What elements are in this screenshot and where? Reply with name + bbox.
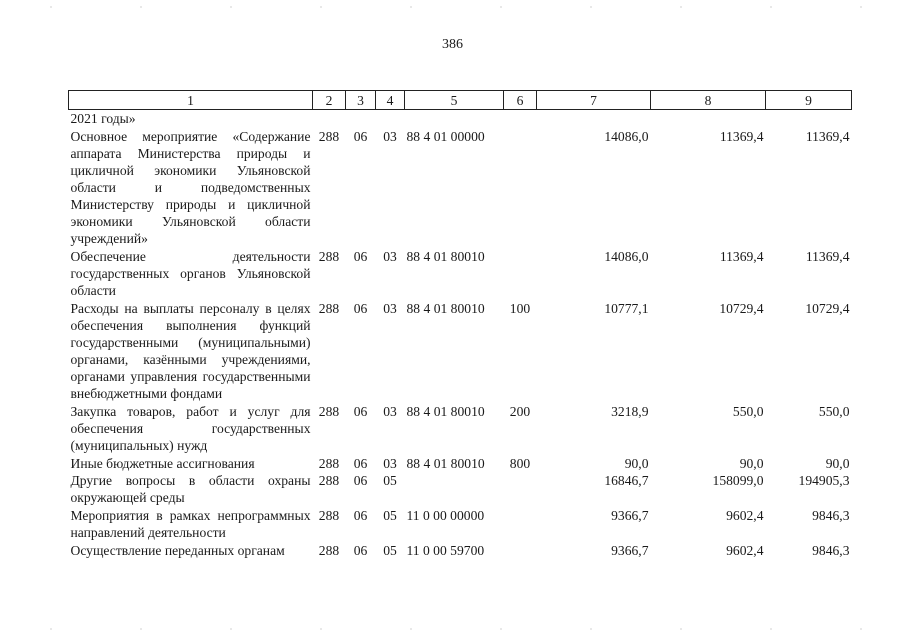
row-subsection-code: 05 — [383, 473, 397, 488]
row-amount-col7 — [537, 110, 651, 129]
row-amount-col7: 9366,7 — [611, 508, 649, 523]
row-expense-type: 800 — [509, 456, 531, 471]
row-subsection-code: 05 — [383, 543, 397, 558]
row-description: Иные бюджетные ассигнования — [70, 456, 255, 471]
row-target-code: 88 4 01 80010 — [406, 404, 485, 419]
row-amount-col9: 11369,4 — [805, 129, 850, 144]
column-header: 5 — [405, 91, 504, 110]
row-ministry-code: 288 — [318, 543, 340, 558]
row-subsection-code — [376, 110, 405, 129]
row-amount-col7: 10777,1 — [604, 301, 649, 316]
row-expense-type — [504, 472, 537, 507]
row-amount-col9: 10729,4 — [805, 301, 850, 316]
row-section-code: 06 — [353, 249, 368, 264]
row-section-code: 06 — [353, 543, 368, 558]
row-description: Другие вопросы в области охраны окружающей среды — [70, 473, 311, 505]
row-description: Закупка товаров, работ и услуг для обеспечения государственных (муниципальных) нужд — [70, 404, 311, 453]
row-description: 2021 годы» — [70, 111, 136, 126]
row-subsection-code: 03 — [383, 301, 397, 316]
row-amount-col8: 550,0 — [732, 404, 764, 419]
column-header: 7 — [537, 91, 651, 110]
table-row — [69, 507, 852, 542]
row-amount-col7: 14086,0 — [604, 129, 649, 144]
row-amount-col9: 550,0 — [818, 404, 850, 419]
row-subsection-code: 03 — [383, 249, 397, 264]
row-amount-col8: 90,0 — [739, 456, 764, 471]
table-header-row — [69, 91, 852, 110]
row-expense-type: 200 — [509, 404, 531, 419]
page-number: 386 — [442, 37, 463, 52]
row-amount-col8: 9602,4 — [726, 543, 764, 558]
row-expense-type — [504, 507, 537, 542]
table-row — [69, 472, 852, 507]
column-header: 2 — [313, 91, 346, 110]
row-amount-col7: 9366,7 — [611, 543, 649, 558]
row-expense-type — [504, 248, 537, 300]
row-description: Осуществление переданных органам — [70, 543, 285, 558]
table-row — [69, 110, 852, 129]
row-section-code: 06 — [353, 456, 368, 471]
table-row — [69, 300, 852, 403]
row-target-code — [405, 110, 504, 129]
table-row — [69, 248, 852, 300]
table-row — [69, 128, 852, 248]
column-header: 8 — [651, 91, 766, 110]
row-description: Обеспечение деятельности государственных органов Ульяновской области — [70, 249, 311, 298]
row-section-code: 06 — [353, 301, 368, 316]
row-amount-col8: 10729,4 — [719, 301, 764, 316]
row-description: Основное мероприятие «Содержание аппарата Министерства природы и цикличной экономики Ульяновской области и подведомственных Министерству природы и цикличной экономики Ульяновской области учреждений» — [70, 129, 311, 246]
column-header: 6 — [504, 91, 537, 110]
scan-noise-top — [0, 6, 905, 8]
row-expense-type — [504, 128, 537, 248]
row-amount-col9: 9846,3 — [812, 543, 850, 558]
row-expense-type: 100 — [509, 301, 531, 316]
row-expense-type — [504, 110, 537, 129]
row-amount-col8 — [651, 110, 766, 129]
column-header: 3 — [346, 91, 376, 110]
row-amount-col7: 14086,0 — [604, 249, 649, 264]
budget-table — [68, 90, 852, 559]
row-section-code: 06 — [353, 129, 368, 144]
row-target-code: 88 4 01 80010 — [406, 301, 485, 316]
row-section-code: 06 — [353, 473, 368, 488]
row-amount-col8: 11369,4 — [719, 129, 764, 144]
row-section-code: 06 — [353, 508, 368, 523]
column-header: 1 — [69, 91, 313, 110]
row-amount-col8: 9602,4 — [726, 508, 764, 523]
row-subsection-code: 03 — [383, 404, 397, 419]
row-amount-col8: 158099,0 — [712, 473, 764, 488]
table-row — [69, 455, 852, 472]
row-ministry-code: 288 — [318, 456, 340, 471]
table-row — [69, 542, 852, 559]
row-description: Расходы на выплаты персоналу в целях обеспечения выполнения функций государственными (муниципальными) органами, казёнными учреждениями, органами управления государственными внебюджетными фондами — [70, 301, 311, 401]
row-amount-col7: 16846,7 — [604, 473, 649, 488]
row-ministry-code: 288 — [318, 249, 340, 264]
column-header: 4 — [376, 91, 405, 110]
row-amount-col7: 3218,9 — [611, 404, 649, 419]
row-ministry-code — [313, 110, 346, 129]
row-amount-col9 — [766, 110, 852, 129]
row-ministry-code: 288 — [318, 508, 340, 523]
row-amount-col9: 9846,3 — [812, 508, 850, 523]
row-amount-col9: 11369,4 — [805, 249, 850, 264]
row-section-code — [346, 110, 376, 129]
row-amount-col9: 194905,3 — [798, 473, 850, 488]
column-header: 9 — [766, 91, 852, 110]
row-expense-type — [504, 542, 537, 559]
row-target-code: 88 4 01 80010 — [406, 456, 485, 471]
row-description: Мероприятия в рамках непрограммных направлений деятельности — [70, 508, 311, 540]
row-ministry-code: 288 — [318, 301, 340, 316]
row-subsection-code: 03 — [383, 129, 397, 144]
row-amount-col7: 90,0 — [624, 456, 649, 471]
scan-noise-bottom — [0, 628, 905, 630]
row-section-code: 06 — [353, 404, 368, 419]
row-target-code: 88 4 01 00000 — [406, 129, 485, 144]
row-target-code: 11 0 00 00000 — [406, 508, 485, 523]
row-amount-col8: 11369,4 — [719, 249, 764, 264]
row-amount-col9: 90,0 — [825, 456, 850, 471]
row-target-code — [405, 472, 504, 507]
row-subsection-code: 03 — [383, 456, 397, 471]
table-row — [69, 403, 852, 455]
row-target-code: 88 4 01 80010 — [406, 249, 485, 264]
row-ministry-code: 288 — [318, 404, 340, 419]
row-subsection-code: 05 — [383, 508, 397, 523]
row-target-code: 11 0 00 59700 — [406, 543, 485, 558]
row-ministry-code: 288 — [318, 473, 340, 488]
row-ministry-code: 288 — [318, 129, 340, 144]
